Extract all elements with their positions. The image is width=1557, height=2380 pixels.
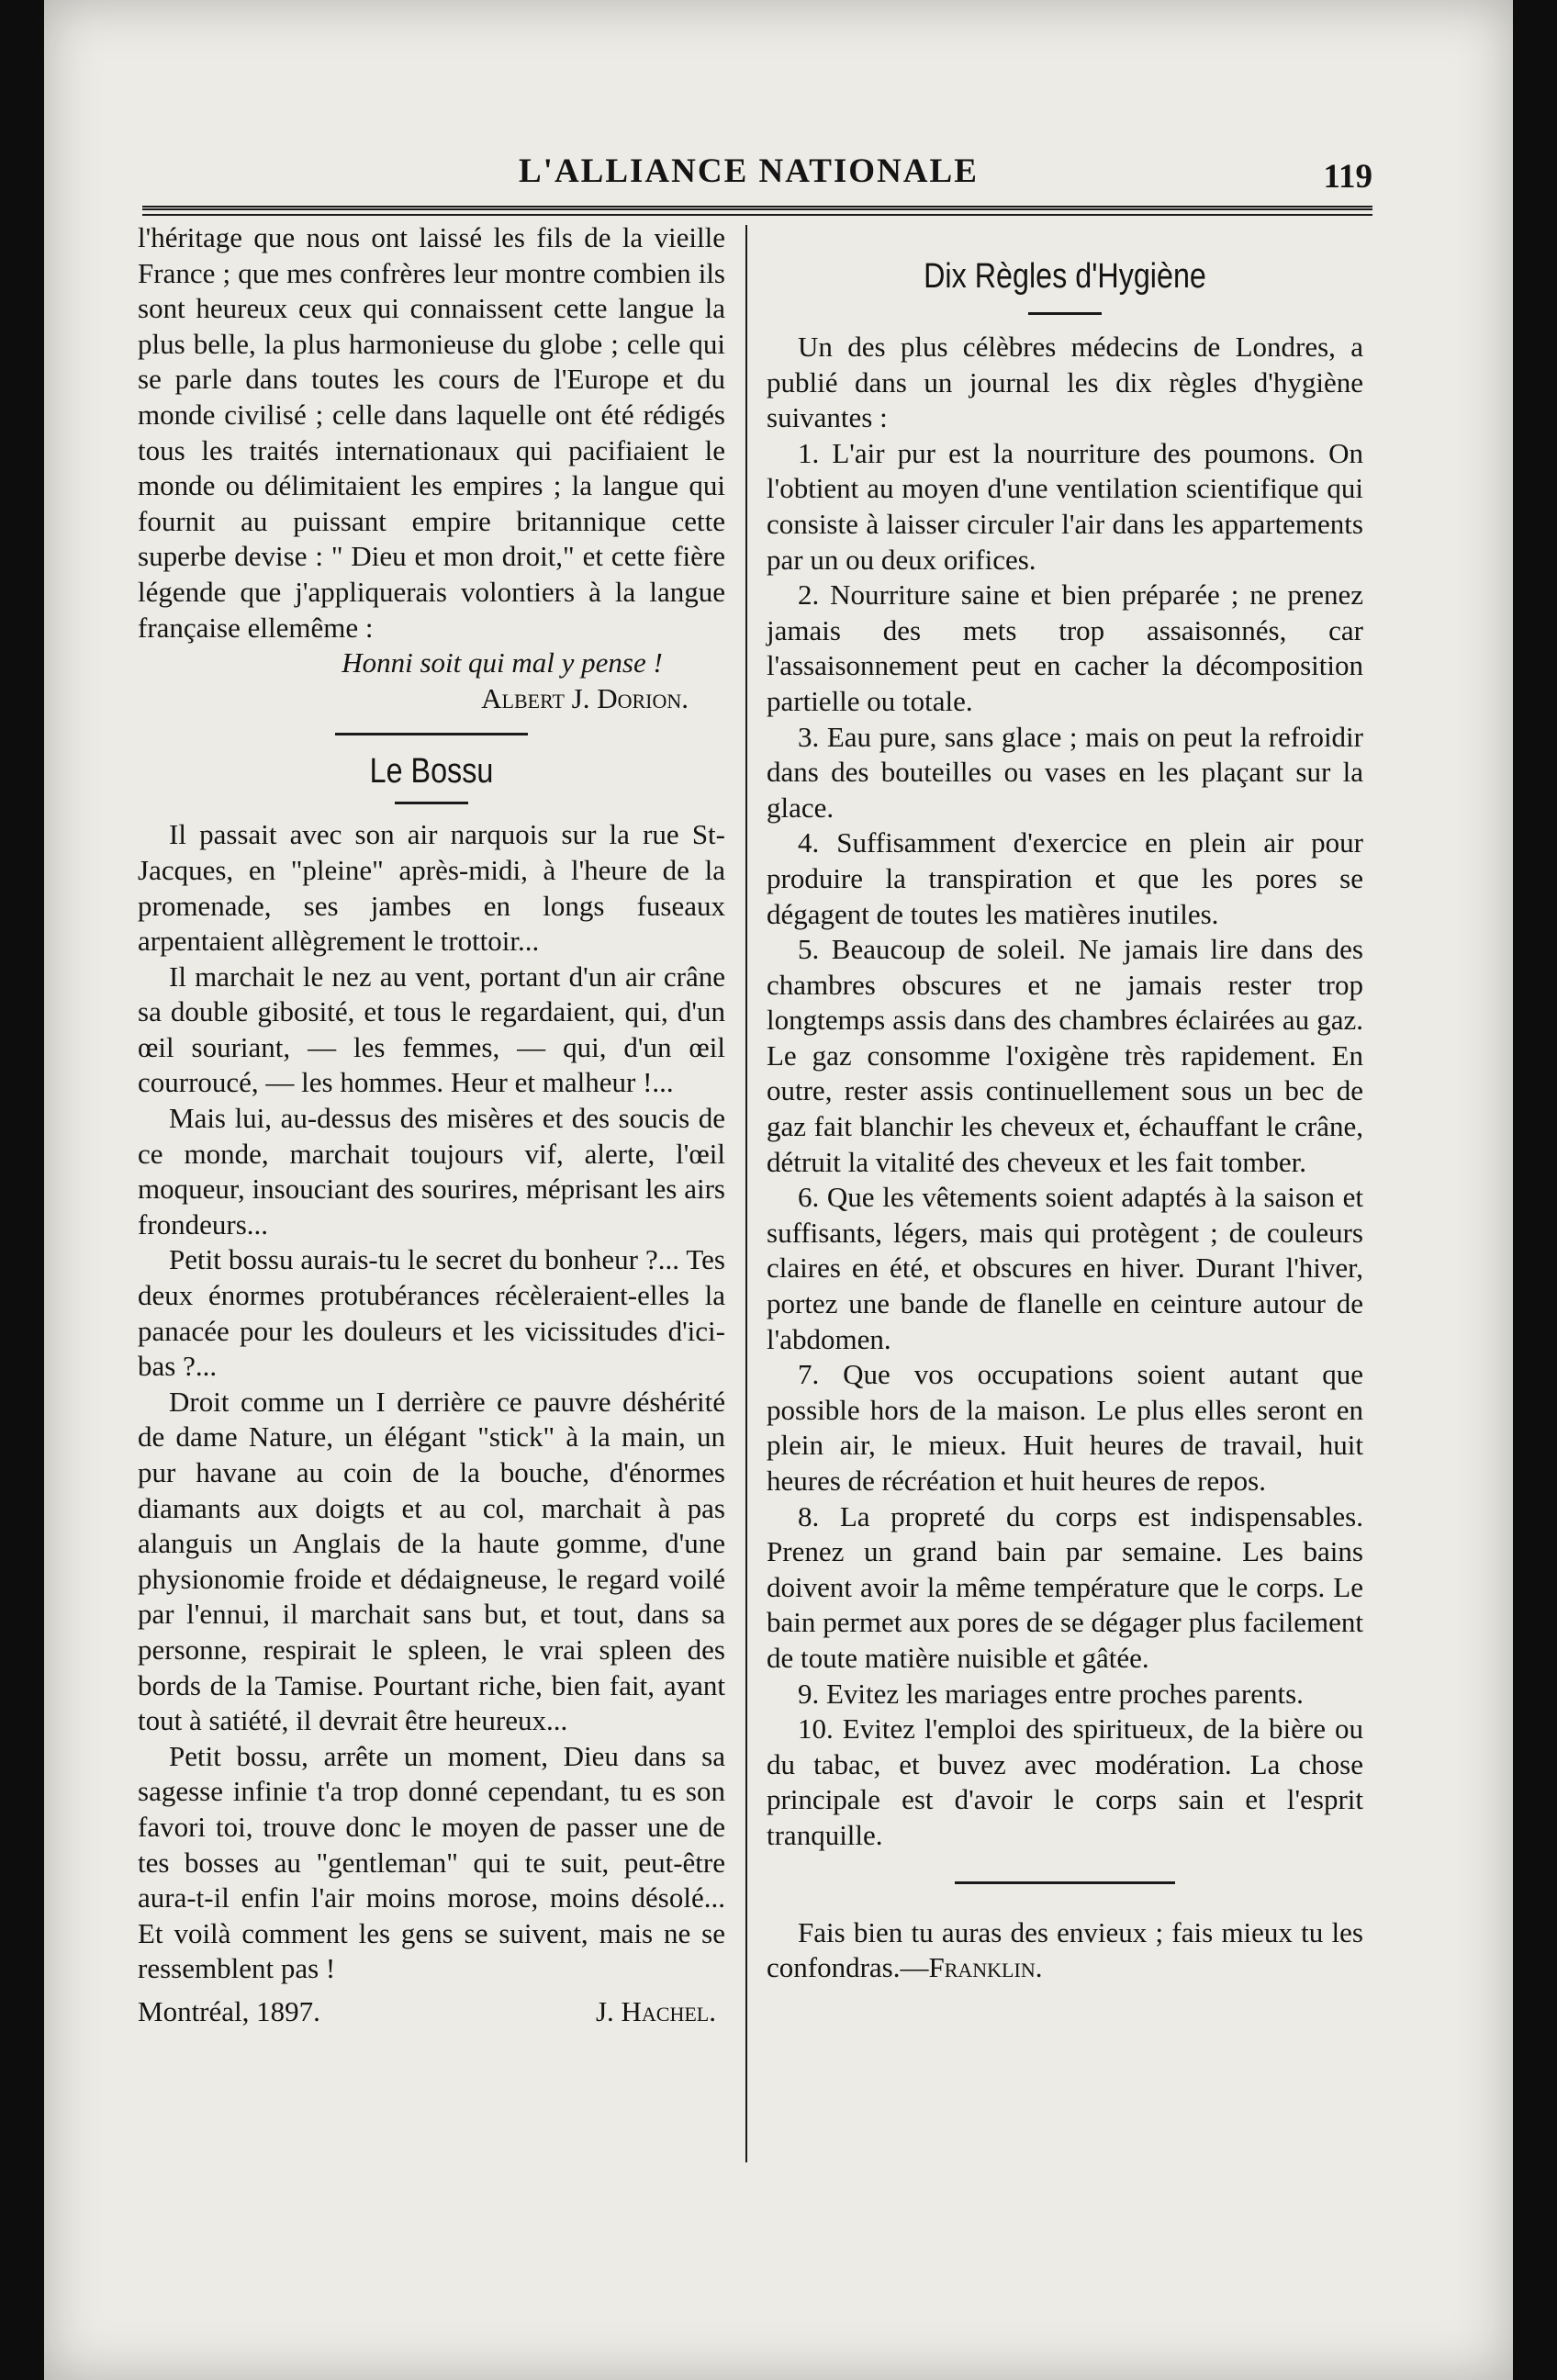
header-rule xyxy=(142,206,1372,210)
running-header xyxy=(142,152,1372,197)
paragraph: Petit bossu aurais-tu le secret du bonheur ?... Tes deux énormes protubérances récèleraient-elles la panacée pour les douleurs et les vicissitudes d'ici-bas ?... xyxy=(138,1243,725,1383)
quote-author: Franklin. xyxy=(928,1951,1043,1984)
intro-paragraph: l'héritage que nous ont laissé les fils de la vieille France ; que mes confrères leur montre combien ils sont heureux ceux qui connaissent cette langue la plus belle, la plus harmonieuse du globe ; celle qui se parle dans toutes les cours de l'Europe et du monde civilisé ; celle dans laquelle ont été rédigés tous les traités internationaux qui pacifiaient le monde ou délimitaient les empires ; la langue qui fournit au puissant empire britannique cette superbe devise : " Dieu et mon droit," et cette fière légende que j'appliquerais volontiers à la langue française ellemême : xyxy=(138,221,725,644)
header-rule-thin xyxy=(142,214,1372,216)
rule-item: 5. Beaucoup de soleil. Ne jamais lire dans des chambres obscures et ne jamais rester trop longtemps assis dans des chambres éclairées au gaz. Le gaz consomme l'oxigène très rapidement. En outre, rester assis continuellement sous un bec de gaz fait blanchir les cheveux et, échauffant le crâne, détruit la vitalité des cheveux et les fait tomber. xyxy=(767,933,1363,1178)
running-title: L'ALLIANCE NATIONALE xyxy=(519,152,979,190)
rule-item: 1. L'air pur est la nourriture des poumons. On l'obtient au moyen d'une ventilation scientifique qui consiste à laisser circuler l'air dans les appartements par un ou deux orifices. xyxy=(767,436,1363,576)
place-date: Montréal, 1897. xyxy=(138,1994,320,2027)
rule-item: 6. Que les vêtements soient adaptés à la saison et suffisants, légers, mais qui protègent ; de couleurs claires en été, et obscures en hiver. Durant l'hiver, portez une bande de flanelle en ceinture autour de l'abdomen. xyxy=(767,1181,1363,1355)
rule-item: 4. Suffisamment d'exercice en plein air pour produire la transpiration et que les pores se dégagent de toutes les matières inutiles. xyxy=(767,826,1363,930)
left-column xyxy=(138,220,725,2030)
signature-hachel: J. Hachel. xyxy=(595,1994,716,2027)
column-divider xyxy=(745,225,747,2162)
author-signature: Albert J. Dorion. xyxy=(481,681,689,714)
franklin-quote xyxy=(767,1915,1363,1986)
section-separator xyxy=(335,733,528,735)
intro-paragraph: Un des plus célèbres médecins de Londres, a publié dans un journal les dix règles d'hygiène suivantes : xyxy=(767,331,1363,434)
paragraph: Il passait avec son air narquois sur la rue St-Jacques, en "pleine" après-midi, à l'heure de la promenade, ses jambes en longs fuseaux arpentaient allègrement le trottoir... xyxy=(138,818,725,958)
paragraph: Droit comme un I derrière ce pauvre déshérité de dame Nature, un élégant "stick" à la main, un pur havane au coin de la bouche, d'énormes diamants aux doigts et au col, marchait à pas alanguis un Anglais de la haute gomme, d'une physionomie froide et dédaigneuse, le regard voilé par l'ennui, il marchait sans but, et tout, dans sa personne, respirait le spleen, le vrai spleen des bords de la Tamise. Pourtant riche, bien fait, ayant tout à satiété, il devrait être heureux... xyxy=(138,1385,725,1737)
rule-item: 9. Evitez les mariages entre proches parents. xyxy=(798,1677,1304,1710)
quote-text: Fais bien tu auras des envieux ; fais mieux tu les confondras.— xyxy=(767,1915,1363,1984)
motto: Honni soit qui mal y pense ! xyxy=(342,646,663,679)
closing-line xyxy=(138,1994,725,2030)
right-column xyxy=(767,220,1363,1986)
rule-item: 10. Evitez l'emploi des spiritueux, de la bière ou du tabac, et buvez avec modération. La chose principale est d'avoir le corps sain et l'esprit tranquille. xyxy=(767,1712,1363,1851)
rule-item: 2. Nourriture saine et bien préparée ; ne prenez jamais des mets trop assaisonnés, car l'assaisonnement peut en cacher la décomposition partielle ou totale. xyxy=(767,578,1363,717)
article-title-le-bossu: Le Bossu xyxy=(369,752,494,791)
title-rule xyxy=(395,802,468,804)
paragraph: Mais lui, au-dessus des misères et des soucis de ce monde, marchait toujours vif, alerte, l'œil moqueur, insouciant des sourires, méprisant les airs frondeurs... xyxy=(138,1102,725,1241)
paragraph: Il marchait le nez au vent, portant d'un air crâne sa double gibosité, et tous le regardaient, qui, d'un œil souriant, — les femmes, — qui, d'un œil courroucé, — les hommes. Heur et malheur !... xyxy=(138,960,725,1099)
rule-item: 8. La propreté du corps est indispensables. Prenez un grand bain par semaine. Les bains doivent avoir la même température que le corps. Le bain permet aux pores de se dégager plus facilement de toute matière nuisible et gâtée. xyxy=(767,1499,1363,1674)
paragraph: Petit bossu, arrête un moment, Dieu dans sa sagesse infinie t'a trop donné cependant, tu es son favori toi, trouve donc le moyen de passer une de tes bosses au "gentleman" qui te suit, peut-être aura-t-il enfin l'air moins morose, moins désolé... Et voilà comment les gens se suivent, mais ne se ressemblent pas ! xyxy=(138,1739,725,1985)
rule-item: 3. Eau pure, sans glace ; mais on peut la refroidir dans des bouteilles ou vases en les plaçant sur la glace. xyxy=(767,720,1363,824)
page-number: 119 xyxy=(1323,158,1372,196)
rule-item: 7. Que vos occupations soient autant que possible hors de la maison. Le plus elles seront en plein air, le mieux. Huit heures de travail, huit heures de récréation et huit heures de repos. xyxy=(767,1358,1363,1497)
article-title-hygiene: Dix Règles d'Hygiène xyxy=(924,257,1206,296)
title-rule xyxy=(1028,312,1102,315)
quote-separator xyxy=(955,1881,1175,1884)
